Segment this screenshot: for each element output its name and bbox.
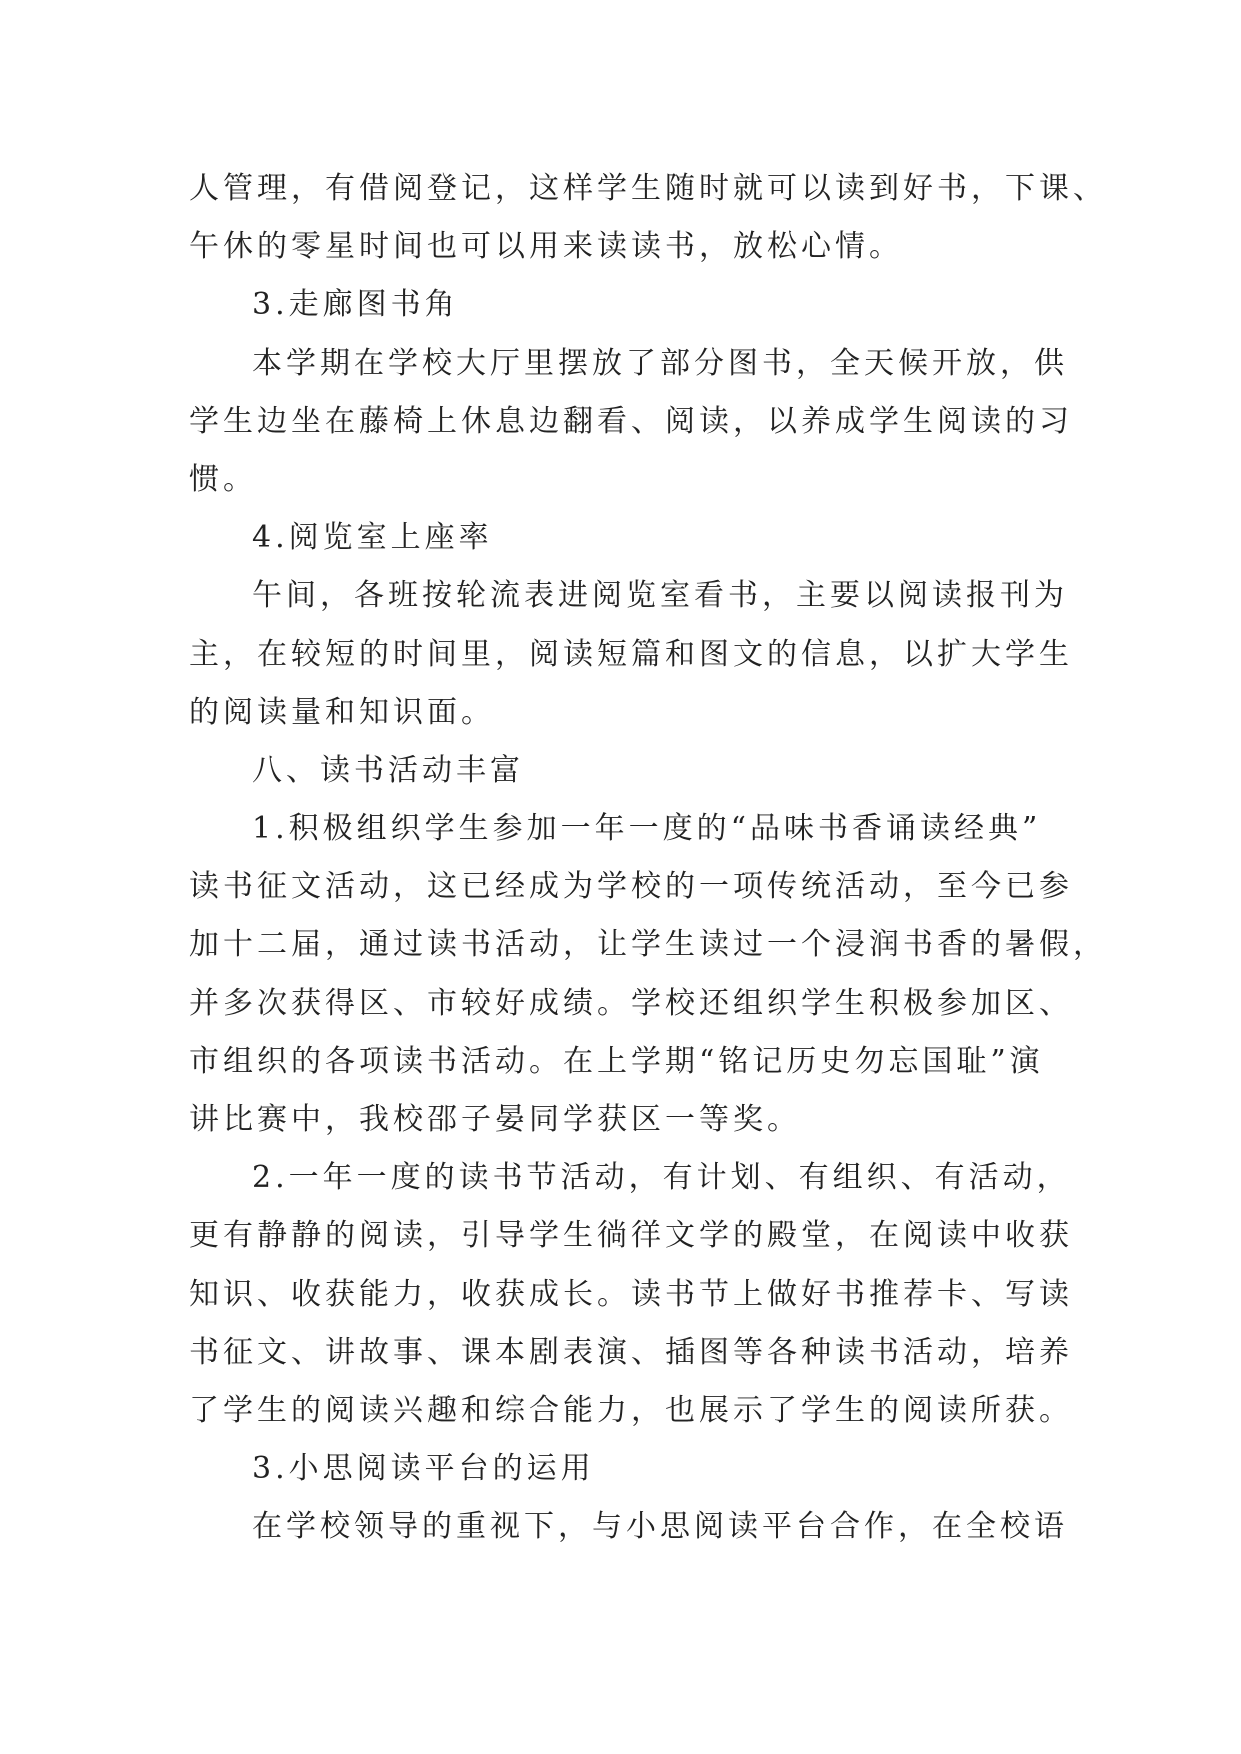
section-heading: 3.小思阅读平台的运用 <box>252 1451 595 1487</box>
text-line: 加十二届，通过读书活动，让学生读过一个浸润书香的暑假， <box>189 927 1107 963</box>
text-line: 午休的零星时间也可以用来读读书，放松心情。 <box>189 229 903 265</box>
paragraph-start: 2.一年一度的读书节活动，有计划、有组织、有活动， <box>252 1160 1071 1196</box>
text-line: 讲比赛中，我校邵子晏同学获区一等奖。 <box>189 1102 801 1137</box>
text-line: 主，在较短的时间里，阅读短篇和图文的信息，以扩大学生 <box>189 636 1073 672</box>
chapter-heading: 八、读书活动丰富 <box>252 752 524 788</box>
text-line: 市组织的各项读书活动。在上学期“铭记历史勿忘国耻”演 <box>189 1043 1044 1079</box>
paragraph-start: 午间，各班按轮流表进阅览室看书，主要以阅读报刊为 <box>252 578 1068 614</box>
text-line: 书征文、讲故事、课本剧表演、插图等各种读书活动，培养 <box>189 1334 1073 1370</box>
text-line: 并多次获得区、市较好成绩。学校还组织学生积极参加区、 <box>189 985 1073 1021</box>
text-line: 学生边坐在藤椅上休息边翻看、阅读，以养成学生阅读的习 <box>189 403 1073 439</box>
text-line: 更有静静的阅读，引导学生徜徉文学的殿堂，在阅读中收获 <box>189 1218 1073 1254</box>
text-line: 惯。 <box>189 461 257 497</box>
section-heading: 3.走廊图书角 <box>252 287 459 323</box>
paragraph-start: 在学校领导的重视下，与小思阅读平台合作，在全校语 <box>252 1509 1068 1545</box>
text-line: 的阅读量和知识面。 <box>189 694 495 730</box>
section-heading: 4.阅览室上座率 <box>252 520 493 556</box>
document-body <box>189 160 1107 1557</box>
paragraph-start: 本学期在学校大厅里摆放了部分图书，全天候开放，供 <box>252 345 1068 381</box>
text-line: 读书征文活动，这已经成为学校的一项传统活动，至今已参 <box>189 869 1073 905</box>
text-line: 人管理，有借阅登记，这样学生随时就可以读到好书，下课、 <box>189 171 1107 206</box>
text-line: 知识、收获能力，收获成长。读书节上做好书推荐卡、写读 <box>189 1276 1073 1312</box>
text-line: 了学生的阅读兴趣和综合能力，也展示了学生的阅读所获。 <box>189 1392 1073 1428</box>
paragraph-start: 1.积极组织学生参加一年一度的“品味书香诵读经典” <box>252 811 1042 847</box>
